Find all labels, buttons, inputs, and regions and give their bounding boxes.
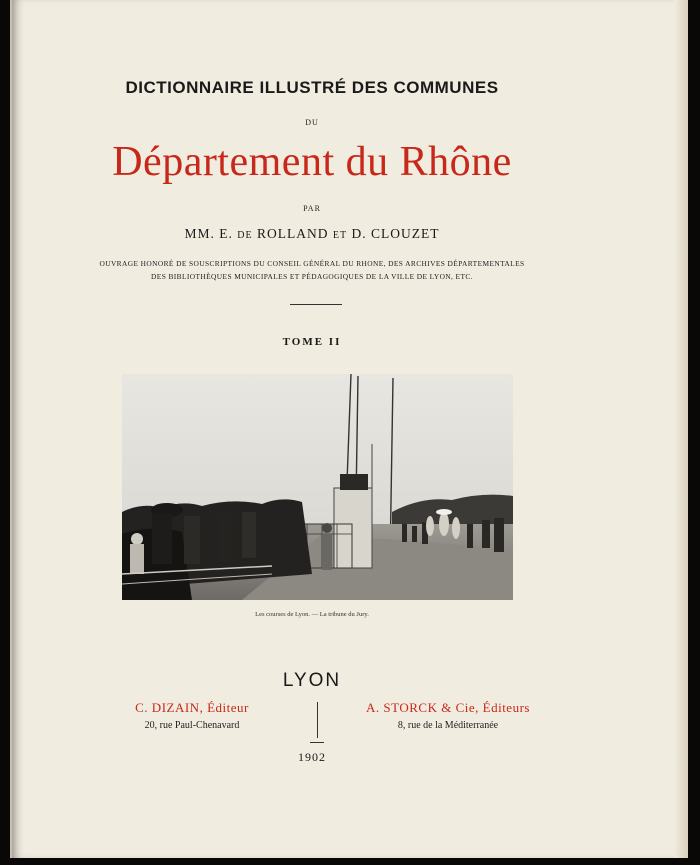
publisher-right-address: 8, rue de la Méditerranée (397, 720, 499, 731)
separator-rule (290, 304, 342, 305)
publication-year: 1902 (298, 750, 326, 764)
du-label: DU (305, 118, 319, 127)
title-page (10, 0, 688, 858)
authors-de: DE (237, 230, 253, 241)
authors-et: ET (332, 230, 348, 241)
book-supertitle: DICTIONNAIRE ILLUSTRÉ DES COMMUNES (125, 78, 499, 97)
page-edge (674, 0, 688, 858)
authors-rolland: ROLLAND (257, 226, 329, 241)
authors-mm: MM. E. (184, 226, 233, 241)
city-name: LYON (282, 670, 342, 691)
publisher-left-name: C. DIZAIN, Éditeur (135, 700, 249, 715)
authors-clouzet: D. CLOUZET (351, 226, 440, 241)
photo-caption: Les courses de Lyon. — La tribune du Jury. (255, 611, 369, 618)
publisher-divider (317, 702, 318, 738)
par-label: PAR (303, 204, 321, 213)
honor-line-2: DES BIBLIOTHÈQUES MUNICIPALES ET PÉDAGOGIQUES DE LA VILLE DE LYON, ETC. (151, 272, 473, 281)
publisher-left-address: 20, rue Paul-Chenavard (144, 720, 240, 731)
authors-line (12, 226, 612, 242)
year-rule (310, 742, 324, 743)
racecourse-photo (122, 374, 513, 600)
tome-label: TOME II (282, 336, 342, 348)
publisher-right-name: A. STORCK & Cie, Éditeurs (366, 700, 530, 715)
honor-line-1: OUVRAGE HONORÉ DE SOUSCRIPTIONS DU CONSEIL GÉNÉRAL DU RHONE, DES ARCHIVES DÉPARTEMENTALES (99, 259, 525, 268)
book-title: Département du Rhône (112, 139, 512, 185)
